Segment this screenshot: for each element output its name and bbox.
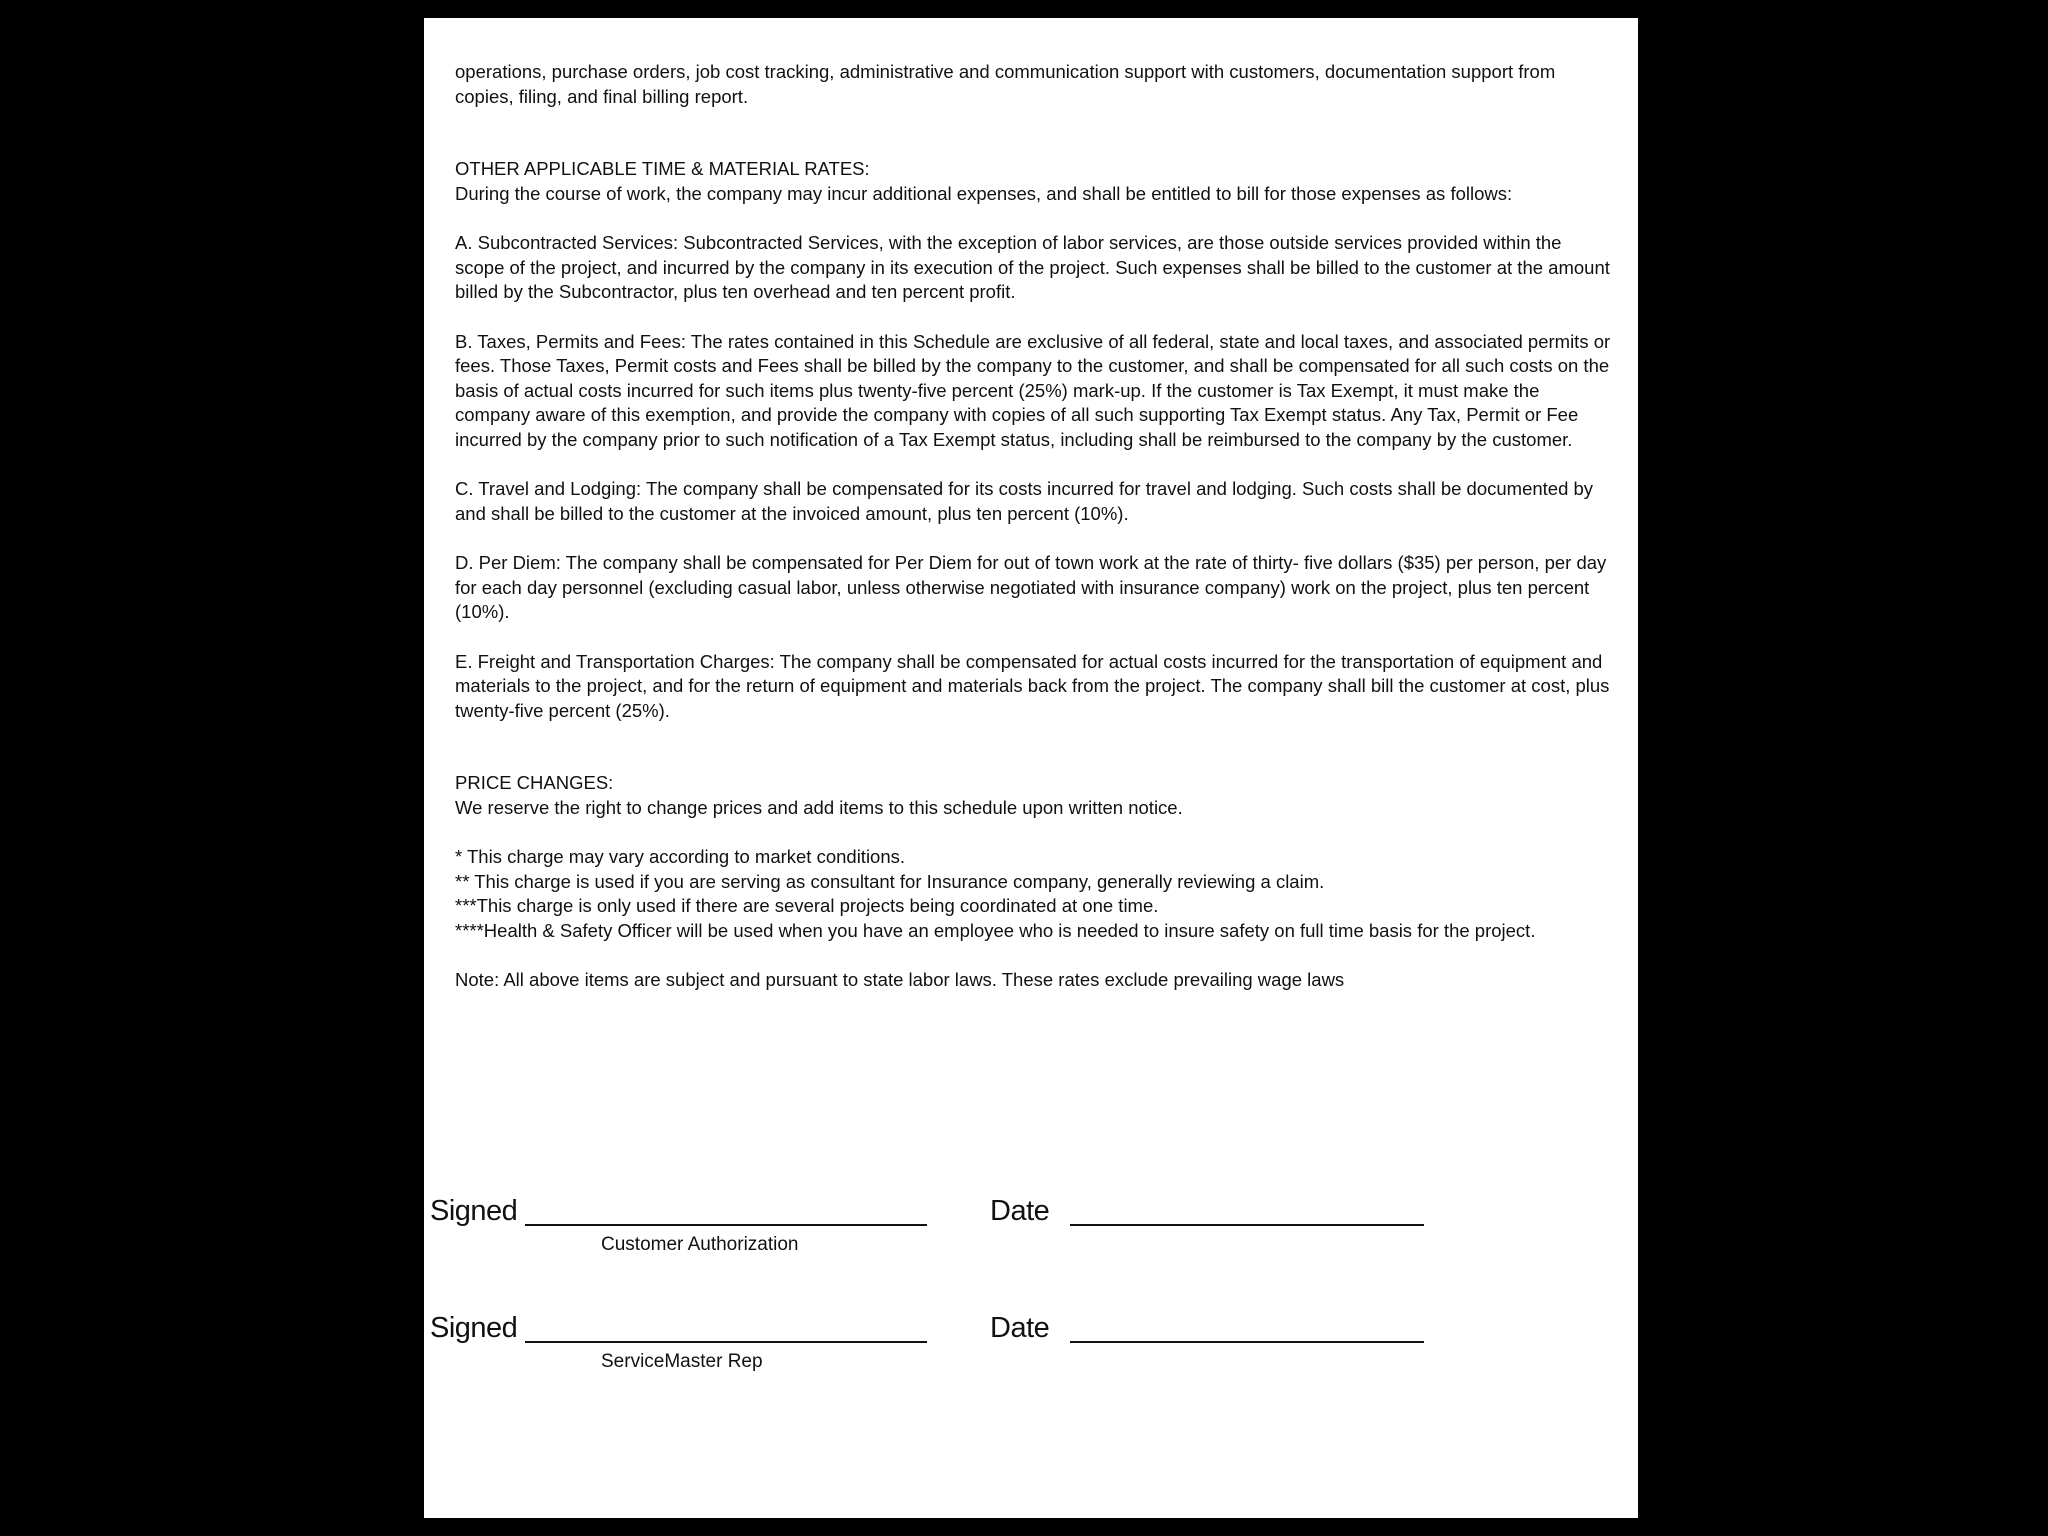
date-label: Date (990, 1312, 1050, 1344)
item-b-taxes-permits-fees: B. Taxes, Permits and Fees: The rates contained in this Schedule are exclusive of all federal, state and local taxes, and associated permits or fees. Those Taxes, Permit costs and Fees shall be billed by the company to the customer, and shall be compensated for all such costs on the basis of actual costs incurred for such items plus twenty-five percent (25%) mark-up. If the customer is Tax Exempt, it must make the company aware of this exemption, and provide the company with copies of all such supporting Tax Exempt status. Any Tax, Permit or Fee incurred by the company prior to such notification of a Tax Exempt status, including shall be reimbursed to the company by the customer. (455, 330, 1611, 450)
document-page (424, 18, 1638, 1518)
customer-signature-line[interactable] (525, 1224, 927, 1226)
rep-signature-line[interactable] (525, 1341, 927, 1343)
price-changes-text: We reserve the right to change prices and add items to this schedule upon written notice. (455, 796, 1183, 818)
customer-authorization-caption: Customer Authorization (601, 1234, 799, 1255)
signed-label: Signed (430, 1195, 518, 1227)
item-a-subcontracted-services: A. Subcontracted Services: Subcontracted Services, with the exception of labor services, are those outside services provided within the scope of the project, and incurred by the company in its execution of the project. Such expenses shall be billed to the customer at the amount billed by the Subcontractor, plus ten overhead and ten percent profit. (455, 232, 1610, 302)
footnote-1: * This charge may vary according to market conditions. (455, 846, 906, 867)
labor-laws-note: Note: All above items are subject and pursuant to state labor laws. These rates exclude prevailing wage laws (455, 969, 1345, 990)
item-e-freight-transportation: E. Freight and Transportation Charges: The company shall be compensated for actual costs incurred for the transportation of equipment and materials to the project, and for the return of equipment and materials back from the project. The company shall bill the customer at cost, plus twenty-five percent (25%). (455, 650, 1610, 721)
rep-date-line[interactable] (1070, 1341, 1424, 1343)
price-changes-heading: PRICE CHANGES: (455, 772, 614, 793)
document-body (455, 60, 1615, 993)
footnote-2: ** This charge is used if you are serving as consultant for Insurance company, generally reviewing a claim. (455, 870, 1325, 892)
other-rates-heading: OTHER APPLICABLE TIME & MATERIAL RATES: (455, 158, 870, 179)
signed-label: Signed (430, 1312, 518, 1344)
intro-paragraph: operations, purchase orders, job cost tracking, administrative and communication support with customers, documentation support from copies, filing, and final billing report. (455, 61, 1556, 107)
item-c-travel-lodging: C. Travel and Lodging: The company shall be compensated for its costs incurred for travel and lodging. Such costs shall be documented by and shall be billed to the customer at the invoiced amount, plus ten percent (10%). (455, 478, 1594, 524)
footnote-3: ***This charge is only used if there are several projects being coordinated at one time. (455, 895, 1159, 916)
other-rates-intro: During the course of work, the company may incur additional expenses, and shall be entitled to bill for those expenses as follows: (455, 182, 1513, 204)
footnote-4: ****Health & Safety Officer will be used when you have an employee who is needed to insure safety on full time basis for the project. (455, 919, 1536, 941)
servicemaster-rep-caption: ServiceMaster Rep (601, 1351, 763, 1372)
date-label: Date (990, 1195, 1050, 1227)
item-d-per-diem: D. Per Diem: The company shall be compensated for Per Diem for out of town work at the rate of thirty- five dollars ($35) per person, per day for each day personnel (excluding casual labor, unless otherwise negotiated with insurance company) work on the project, plus ten percent (10%). (455, 552, 1607, 622)
customer-date-line[interactable] (1070, 1224, 1424, 1226)
